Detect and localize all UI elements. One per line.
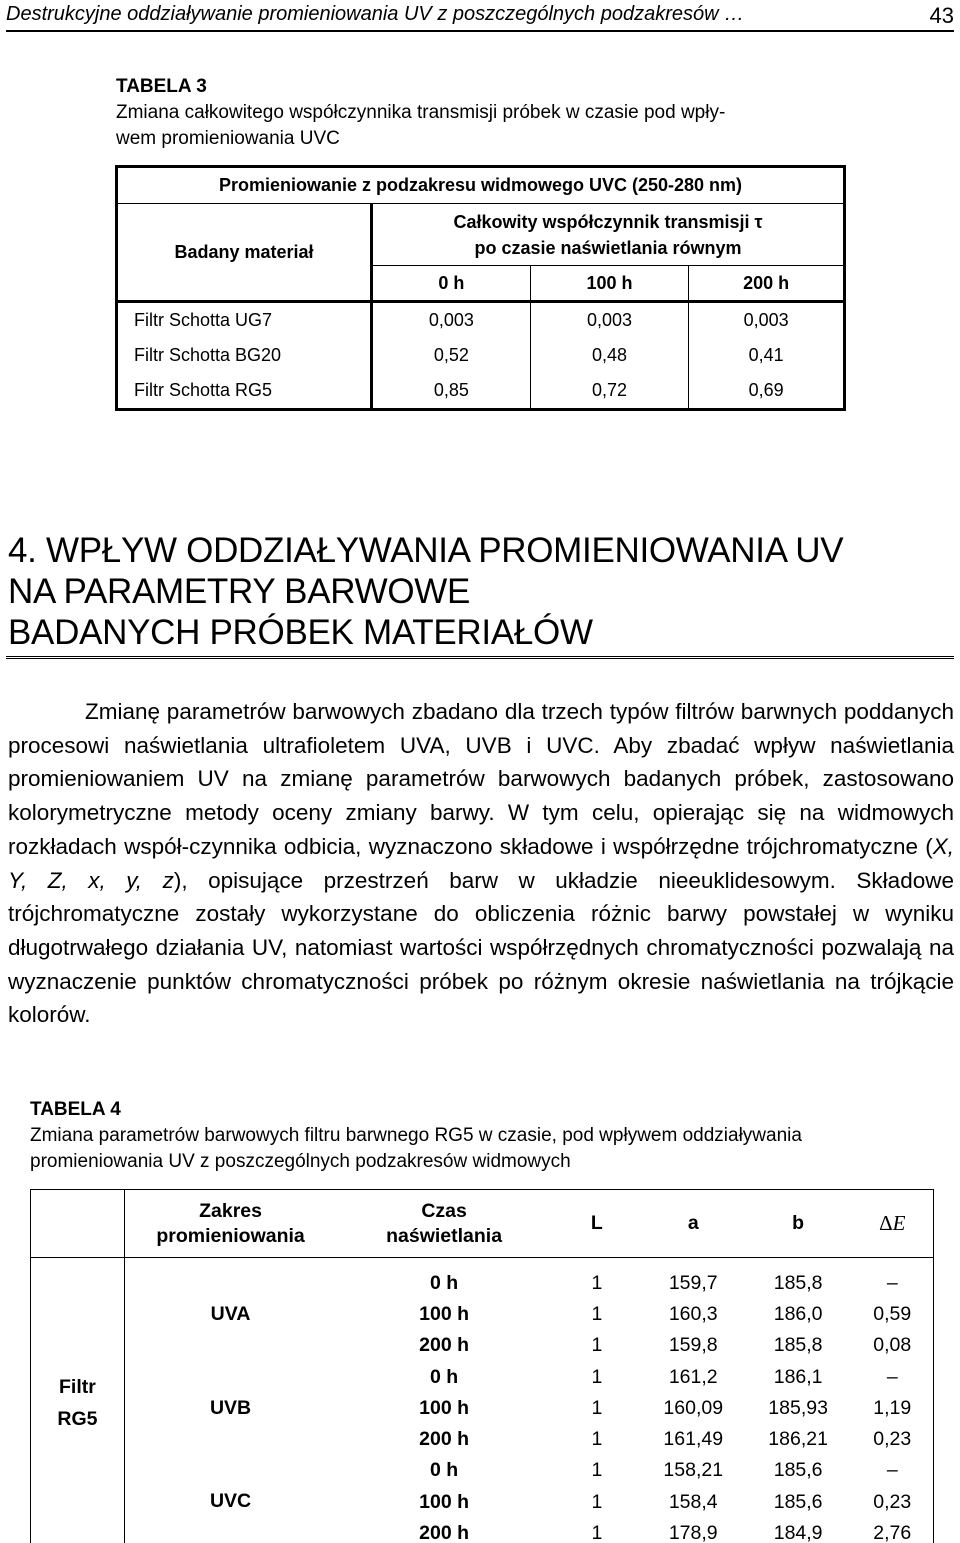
table4-range: UVA: [210, 1302, 251, 1325]
table4-dE: –: [886, 1459, 898, 1482]
table3-cell: 0,003: [530, 302, 689, 338]
table4-b: 185,8: [773, 1271, 823, 1294]
table4-L: 1: [591, 1396, 603, 1419]
table4-caption: [30, 1097, 940, 1175]
table4-a: 160,3: [668, 1302, 718, 1325]
section-heading-line3: BADANYCH PRÓBEK MATERIAŁÓW: [8, 613, 593, 652]
table4-time-header-line1: Czas: [421, 1199, 467, 1222]
table3-caption-line2: wem promieniowania UVC: [116, 128, 340, 149]
table4-time: 100 h: [419, 1302, 470, 1325]
table4-a: 178,9: [668, 1521, 718, 1543]
table3-group-header: Promieniowanie z podzakresu widmowego UVC (250-280 nm): [117, 167, 845, 204]
table4-label: TABELA 4: [30, 1099, 121, 1120]
table4-caption-line2: promieniowania UV z poszczególnych podzakresów widmowych: [30, 1151, 571, 1172]
table4-b-header: b: [745, 1190, 852, 1258]
table-row: [31, 1268, 934, 1299]
table4-dE: 0,08: [873, 1334, 912, 1357]
table4-time: 200 h: [419, 1521, 470, 1543]
table4-a: 159,7: [668, 1271, 718, 1294]
table4-L: 1: [591, 1428, 603, 1451]
table4-deltaE-header: [852, 1190, 934, 1258]
para-text-part2: ), opisujące przestrzeń barw w układzie nieeuklidesowym. Składowe trójchromatyczne zostały wykorzystane do obliczenia różnic barwy powstałej w wyniku długotrwałego działania UV, natomiast wartości współrzędnych chromatyczności pozwalają na wyznaczenie punktów chromatyczności próbek po różnym okresie naświetlania na trójkącie kolorów.: [8, 867, 954, 1028]
table4-time-header: [336, 1190, 552, 1258]
table4-time: 200 h: [419, 1334, 470, 1357]
table3-coef-line2: po czasie naświetlania równym: [474, 237, 742, 258]
table3-time-header: 200 h: [689, 266, 845, 302]
table4-caption-line1: Zmiana parametrów barwowych filtru barwnego RG5 w czasie, pod wpływem oddziaływania: [30, 1125, 802, 1146]
table4-b: 185,93: [768, 1396, 828, 1419]
table4-b: 186,0: [773, 1302, 823, 1325]
delta-symbol: Δ: [879, 1211, 893, 1235]
table3-cell: 0,003: [372, 302, 531, 338]
table4-range-header-line1: Zakres: [199, 1199, 262, 1222]
table3-material-name: Filtr Schotta BG20: [117, 338, 372, 374]
table4-time-header-line2: naświetlania: [386, 1224, 503, 1247]
page-number: 43: [929, 3, 954, 28]
para-symbols: X, Y, Z, x, y, z: [8, 833, 954, 893]
table-row: [117, 338, 845, 374]
table3: [115, 165, 846, 411]
table4-a-header: a: [642, 1190, 745, 1258]
table4-dE: –: [886, 1271, 898, 1294]
section-heading: [8, 530, 958, 653]
para-text-part1: Zmianę parametrów barwowych zbadano dla trzech typów filtrów barwnych poddanych procesowi naświetlania ultrafioletem UVA, UVB i UVC. Aby zbadać wpływ naświetlania promieniowaniem UV na zmianę parametrów barwowych badanych próbek, zastosowano kolorymetryczne metody oceny zmiany barwy. W tym celu, opierając się na widmowych rozkładach współ-czynnika odbicia, wyznaczono składowe i współrzędne trójchromatyczne (: [8, 699, 954, 859]
running-header-title: Destrukcyjne oddziaływanie promieniowania UV z poszczególnych podzakresów …: [6, 3, 745, 25]
table4-a: 161,2: [668, 1365, 718, 1388]
table4-time: 0 h: [430, 1459, 459, 1482]
table4-time: 0 h: [430, 1365, 459, 1388]
table3-material-header: Badany materiał: [117, 204, 372, 302]
table4-dE: 0,23: [873, 1428, 912, 1451]
table4-L: 1: [591, 1490, 603, 1513]
table4-filter-label: [31, 1258, 125, 1543]
table3-cell: 0,48: [530, 338, 689, 374]
table-row: [31, 1361, 934, 1392]
table-row: [117, 302, 845, 338]
table3-cell: 0,003: [689, 302, 845, 338]
table3-coef-line1: Całkowity współczynnik transmisji τ: [453, 211, 763, 232]
table4-L: 1: [591, 1302, 603, 1325]
table4-a: 158,21: [663, 1459, 724, 1482]
table4-dE: 2,76: [873, 1521, 912, 1543]
table4: [30, 1189, 934, 1543]
table4-dE: –: [886, 1365, 898, 1388]
table4-corner: [31, 1190, 125, 1258]
table4-L: 1: [591, 1365, 603, 1388]
table4-dE: 0,59: [873, 1302, 912, 1325]
table4-a: 159,8: [668, 1334, 718, 1357]
table4-a: 160,09: [663, 1396, 724, 1419]
table-row: [31, 1455, 934, 1486]
table4-L: 1: [591, 1459, 603, 1482]
section-heading-line1: 4. WPŁYW ODDZIAŁYWANIA PROMIENIOWANIA UV: [8, 531, 844, 570]
table4-a: 158,4: [668, 1490, 718, 1513]
table4-L: 1: [591, 1521, 603, 1543]
body-paragraph: [8, 695, 954, 1032]
table3-time-header: 0 h: [372, 266, 531, 302]
table4-L: 1: [591, 1271, 603, 1294]
table4-time: 100 h: [419, 1396, 470, 1419]
table4-L-header: L: [552, 1190, 642, 1258]
table3-material-name: Filtr Schotta RG5: [117, 374, 372, 410]
table4-range: UVC: [209, 1490, 252, 1513]
table3-cell: 0,52: [372, 338, 531, 374]
table3-label: TABELA 3: [116, 76, 207, 97]
table4-filter-line2: RG5: [57, 1408, 98, 1431]
table3-time-header: 100 h: [530, 266, 689, 302]
table4-b: 186,21: [768, 1428, 828, 1451]
table3-cell: 0,72: [530, 374, 689, 410]
table4-b: 185,6: [773, 1459, 823, 1482]
table4-range: UVB: [209, 1396, 252, 1419]
table3-cell: 0,41: [689, 338, 845, 374]
table4-dE: 0,23: [873, 1490, 912, 1513]
table4-b: 184,9: [773, 1521, 823, 1543]
table3-caption: [116, 74, 856, 152]
table-row: [117, 374, 845, 410]
table4-b: 186,1: [773, 1365, 823, 1388]
table4-time: 200 h: [419, 1428, 470, 1451]
table4-L: 1: [591, 1334, 603, 1357]
table4-b: 185,8: [773, 1334, 823, 1357]
table4-b: 185,6: [773, 1490, 823, 1513]
table4-time: 100 h: [419, 1490, 470, 1513]
table4-range-header-line2: promieniowania: [156, 1224, 305, 1247]
e-symbol: E: [892, 1211, 906, 1235]
table3-cell: 0,69: [689, 374, 845, 410]
table4-time: 0 h: [430, 1271, 459, 1294]
table3-material-name: Filtr Schotta UG7: [117, 302, 372, 338]
table4-dE: 1,19: [873, 1396, 912, 1419]
section-heading-line2: NA PARAMETRY BARWOWE: [8, 572, 471, 611]
table3-coef-header: [372, 204, 845, 266]
running-header: [6, 0, 954, 32]
section-rule: [6, 656, 954, 659]
table3-cell: 0,85: [372, 374, 531, 410]
table3-caption-line1: Zmiana całkowitego współczynnika transmisji próbek w czasie pod wpły-: [116, 102, 726, 123]
table4-range-header: [124, 1190, 336, 1258]
table4-filter-line1: Filtr: [59, 1376, 96, 1399]
table4-a: 161,49: [663, 1428, 724, 1451]
